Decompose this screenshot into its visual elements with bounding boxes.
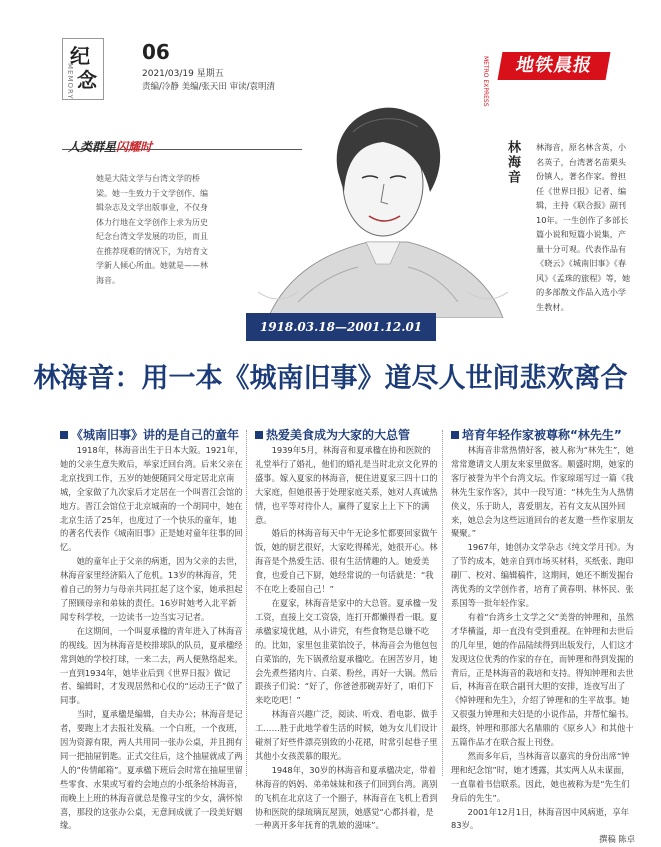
paragraph: 1967年，她创办文学杂志《纯文学月刊》。为了节约成本，她亲自到市场买材料，买纸张、跑印刷厂、校对、编辑稿件，这期间，她还不断发掘台湾优秀的文学创作者，培育了黄春明、林怀民、张系国等一批年轻作家。 [451, 542, 634, 608]
paragraph: 在夏家，林海音是家中的大总管。夏承楹一发工资，直接上交工资袋，连打开都懒得看一眼。夏承楹家境优越，从小讲究，有些食物是总嫌不吃的。比如，家里包韭菜馅饺子，林海音会为他包包白菜馅的，先下锅煮给夏承楹吃。在困苦岁月，她会先煮些猪肉片、白菜、粉丝，再好一大锅。然后跟孩子们说：“好了，你爸爸那碗弄好了，咱们下来吃吃吧！” [255, 597, 438, 706]
paragraph: 在这期间，一个叫夏承楹的青年进入了林海音的视线。因为林海音是校排球队的队员，夏承楹经常到她的学校打球，一来二去，两人便熟络起来。一直到1934年，她毕业后到《世界日报》做记者、编辑时，才发现居然和心仪的“运动王子”做了同事。 [60, 625, 243, 706]
section-char-1: 纪 [70, 44, 90, 68]
paragraph: 林海音非常热情好客，被人称为“林先生”，她常常邀请文人朋友来家里做客。顺盛时期，她家的客厅被誉为半个台湾文坛。作家琼瑶写过一篇《我林先生家作客》，其中一段写道：“林先生为人热情侠义，乐于助人，喜爱朋友，若有文友从国外回来，她总会为这些远道回台的老友邀一些作家朋友聚聚。” [451, 445, 634, 539]
paragraph: 婚后的林海音每天中午无论多忙都要回家做午饭，她的厨艺很好，大家吃得稀光，她很开心。林海音是个热爱生活、很有生活情趣的人。她爱美食，也爱自己下厨，她经常说的一句话就是：“我不在吃上委屈自己！” [255, 528, 438, 595]
logo-subtext: METRO EXPRESS [482, 56, 489, 107]
life-dates-banner: 1918.03.18—2001.12.01 [246, 313, 436, 341]
column-2-body [255, 444, 439, 833]
paragraph: 1939年5月，林海音和夏承楹在协和医院的礼堂举行了婚礼，他们的婚礼是当时北京文化界的盛事。嫁入夏家的林海音，便住进夏家三四十口的大家庭，但她很善于处理家庭关系，她对人真诚热情，也平等对待仆人，赢得了夏家上上下下的满意。 [255, 445, 438, 525]
square-bullet-icon [255, 431, 263, 439]
issue-date: 2021/03/19 星期五 [142, 69, 224, 79]
tagline-part-2: 闪耀时 [116, 140, 153, 154]
section-en: MEMORY [66, 63, 74, 100]
headline: 林海音：用一本《城南旧事》道尽人世间悲欢离合 [33, 363, 628, 394]
subheading-3 [451, 426, 622, 443]
paragraph: 林海音兴趣广泛，阅读、听戏、看电影、做手工……胜于此地学着生活的时候，她为女儿们设计碰剂了好些件漂亮别致的小花裙，时常引起巷子里其他小女孩羡慕的眼光。 [255, 709, 438, 761]
page-number: 06 [142, 40, 170, 64]
square-bullet-icon [451, 431, 459, 439]
paragraph: 她的童年止于父亲的病逝，因为父亲的去世，林海音家里经济陷入了危机。13岁的林海音，凭着自己的努力与母亲共同扛起了这个家，她承担起了照顾母亲和弟妹的责任。16岁时她考入北平新闻专科学校，一边读书一边当实习记者。 [60, 556, 243, 622]
subheading-1 [60, 426, 239, 443]
square-bullet-icon [60, 431, 68, 439]
paragraph: 当时，夏承楹是编辑，自夫办公；林海音是记者，要跑上才去报社发稿。一个白班，一个夜班，因为资源有限，两人共用同一张办公桌，并且拥有同一把抽屉钥匙。正式交往后，这个抽屉就成了两人的“传情邮箱”。夏承楹下班后会时常在抽屉里留些零食、水果或写着约会地点的小纸条给林海音，而晚上上班的林海音就总是像寻宝的少女，满怀惊喜，那段的这张办公桌，无意间成就了一段美好姻缘。 [60, 709, 243, 831]
portrait-name: 林海音 [505, 140, 520, 185]
paragraph: 然而多年后，当林海音以嘉宾的身份出席“钟理和纪念馆”时，她才透露，其实两人从未谋面，一直靠着书信联系。因此，她也被称为是“先生们身后的先生”。 [451, 750, 630, 803]
byline: 撰稿 陈卓 [599, 834, 635, 845]
section-char-2: 念 [77, 68, 97, 92]
paragraph: 1918年，林海音出生于日本大阪。1921年，她的父亲生意失败后，举家迁回台湾。后来父亲在北京找到工作，五岁的她便随同父母定居北京南城，全家做了九次家后才定居在一个叫晋江会馆的地方。晋江会馆位于北京城南的一个胡同中，她在北京生活了25年，也度过了一个快乐的童年，她的著名代表作《城南旧事》正是她对童年往事的回忆。 [60, 445, 244, 553]
paragraph: 1948年，30岁的林海音和夏承楹决定，带着林海音的妈妈、弟弟妹妹和孩子们回到台湾。离别的飞机在北京这了一个圈子，林海音在飞机上看到协和医院的绿琉璃瓦屋顶，她感觉“心都抖着，是一种离开多年抚育的乳娘的滋味”。 [255, 764, 438, 831]
subheading-text: 培育年轻作家被尊称“林先生” [462, 428, 622, 442]
column-tagline [68, 138, 152, 155]
editors-line: 责编/冷静 美编/张天田 审读/袁明清 [142, 82, 275, 92]
subheading-text: 热爱美食成为大家的大总管 [266, 428, 411, 442]
column-1-body [60, 444, 244, 833]
bio-text: 林海音，原名林含英，小名英子，台湾著名苗栗头份镇人，著名作家。曾担任《世界日报》记者、编辑，主持《联合报》副刊10年。一生创作了多部长篇小说和短篇小说集，产量十分可观。代表作品有《晓云》《城南旧事》《春风》《孟珠的旅程》等，她的多部散文作品入选小学生教材。 [536, 142, 631, 312]
section-box [62, 38, 104, 100]
tagline-part-1: 人类群星 [68, 140, 117, 154]
paragraph: 2001年12月1日，林海音因中风病逝，享年83岁。 [451, 806, 629, 831]
column-divider [246, 430, 247, 776]
paragraph: 有着“台湾乡土文学之父”美誉的钟理和，虽然才华横溢，却一直没有受到重视。在钟理和去世后的几年里，她的作品陆续得到出版发行，人们这才发现这位优秀的作家的存在，而钟理和得到发掘的背后，正是林海音的栽培和支持。得知钟理和去世后，林海音在联合副刊大胆的安排，连夜写出了《悼钟理和先生》，介绍了钟理和的生平故事。她又很强力钟理和夫妇是的小说作品，并帮忙编书。最终，钟理和那部大名鼎鼎的《原乡人》和其他十五篇作品才在联合报上刊登。 [451, 611, 634, 748]
newspaper-logo: 地铁晨报 [498, 52, 611, 80]
portrait-illustration [258, 92, 508, 318]
subheading-text: 《城南旧事》讲的是自己的童年 [71, 428, 240, 442]
column-divider [442, 430, 443, 776]
column-3-body [451, 444, 635, 847]
subheading-2 [255, 426, 410, 443]
intro-text: 她是大陆文学与台湾文学的桥梁。她一生致力于文学创作、编辑杂志及文学出版事业，不仅身体力行地在文学创作上求为历史纪念台湾文学发展的功臣，而且在推荐现难的情况下，为培育文学新人倾心所血。她就是——林海音。 [96, 174, 208, 285]
